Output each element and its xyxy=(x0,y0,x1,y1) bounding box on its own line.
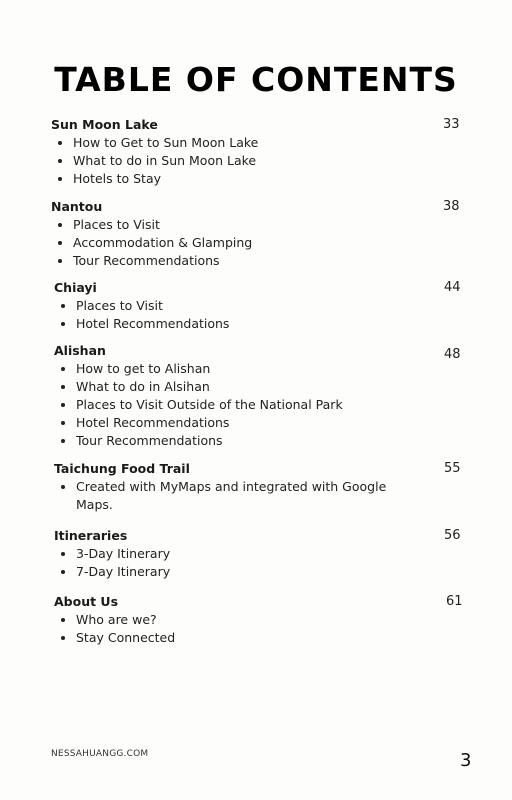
section-page-number: 33 xyxy=(443,117,460,132)
toc-section-chiayi xyxy=(54,279,463,333)
list-item: • Places to Visit Outside of the National Park xyxy=(76,396,463,414)
list-item: • Places to Visit xyxy=(76,297,463,315)
list-item: • Tour Recommendations xyxy=(76,432,463,450)
list-item: • Hotel Recommendations xyxy=(76,315,463,333)
list-item: • Accommodation & Glamping xyxy=(73,234,463,252)
toc-section-itineraries xyxy=(54,527,463,581)
section-page-number: 56 xyxy=(444,528,461,543)
list-item: • What to do in Sun Moon Lake xyxy=(73,152,463,170)
section-item-list xyxy=(54,478,396,514)
list-item: • 7-Day Itinerary xyxy=(76,563,463,581)
list-item: • Places to Visit xyxy=(73,216,463,234)
section-heading: Taichung Food Trail xyxy=(54,461,190,476)
list-item: • Stay Connected xyxy=(76,629,463,647)
toc-section-about-us xyxy=(54,593,463,647)
list-item: • Who are we? xyxy=(76,611,463,629)
section-item-list xyxy=(51,134,463,188)
list-item: • Hotel Recommendations xyxy=(76,414,463,432)
list-item: • What to do in Alsihan xyxy=(76,378,463,396)
toc-section-sun-moon-lake xyxy=(51,116,463,188)
section-heading: Alishan xyxy=(54,343,106,358)
section-page-number: 38 xyxy=(443,199,460,214)
list-item: • Created with MyMaps and integrated with Google Maps. xyxy=(76,478,396,514)
section-heading: Itineraries xyxy=(54,528,128,543)
list-item: • Tour Recommendations xyxy=(73,252,463,270)
list-item: • How to get to Alishan xyxy=(76,360,463,378)
page-title: TABLE OF CONTENTS xyxy=(54,60,458,99)
section-heading: Nantou xyxy=(51,199,103,214)
section-page-number: 55 xyxy=(444,461,461,476)
list-item: • How to Get to Sun Moon Lake xyxy=(73,134,463,152)
section-item-list xyxy=(54,545,463,581)
section-page-number: 61 xyxy=(446,594,463,609)
toc-section-alishan xyxy=(54,342,463,450)
list-item: • 3-Day Itinerary xyxy=(76,545,463,563)
toc-section-taichung-food-trail xyxy=(54,460,463,514)
section-heading: Chiayi xyxy=(54,280,97,295)
toc-section-nantou xyxy=(51,198,463,270)
section-item-list xyxy=(54,611,463,647)
section-page-number: 44 xyxy=(444,280,461,295)
section-item-list xyxy=(54,360,463,450)
list-item: • Hotels to Stay xyxy=(73,170,463,188)
footer-website: NESSAHUANGG.COM xyxy=(51,749,149,759)
section-item-list xyxy=(54,297,463,333)
section-page-number: 48 xyxy=(444,347,461,362)
section-item-list xyxy=(51,216,463,270)
section-heading: Sun Moon Lake xyxy=(51,117,158,132)
section-heading: About Us xyxy=(54,594,119,609)
footer-page-number: 3 xyxy=(460,750,472,771)
